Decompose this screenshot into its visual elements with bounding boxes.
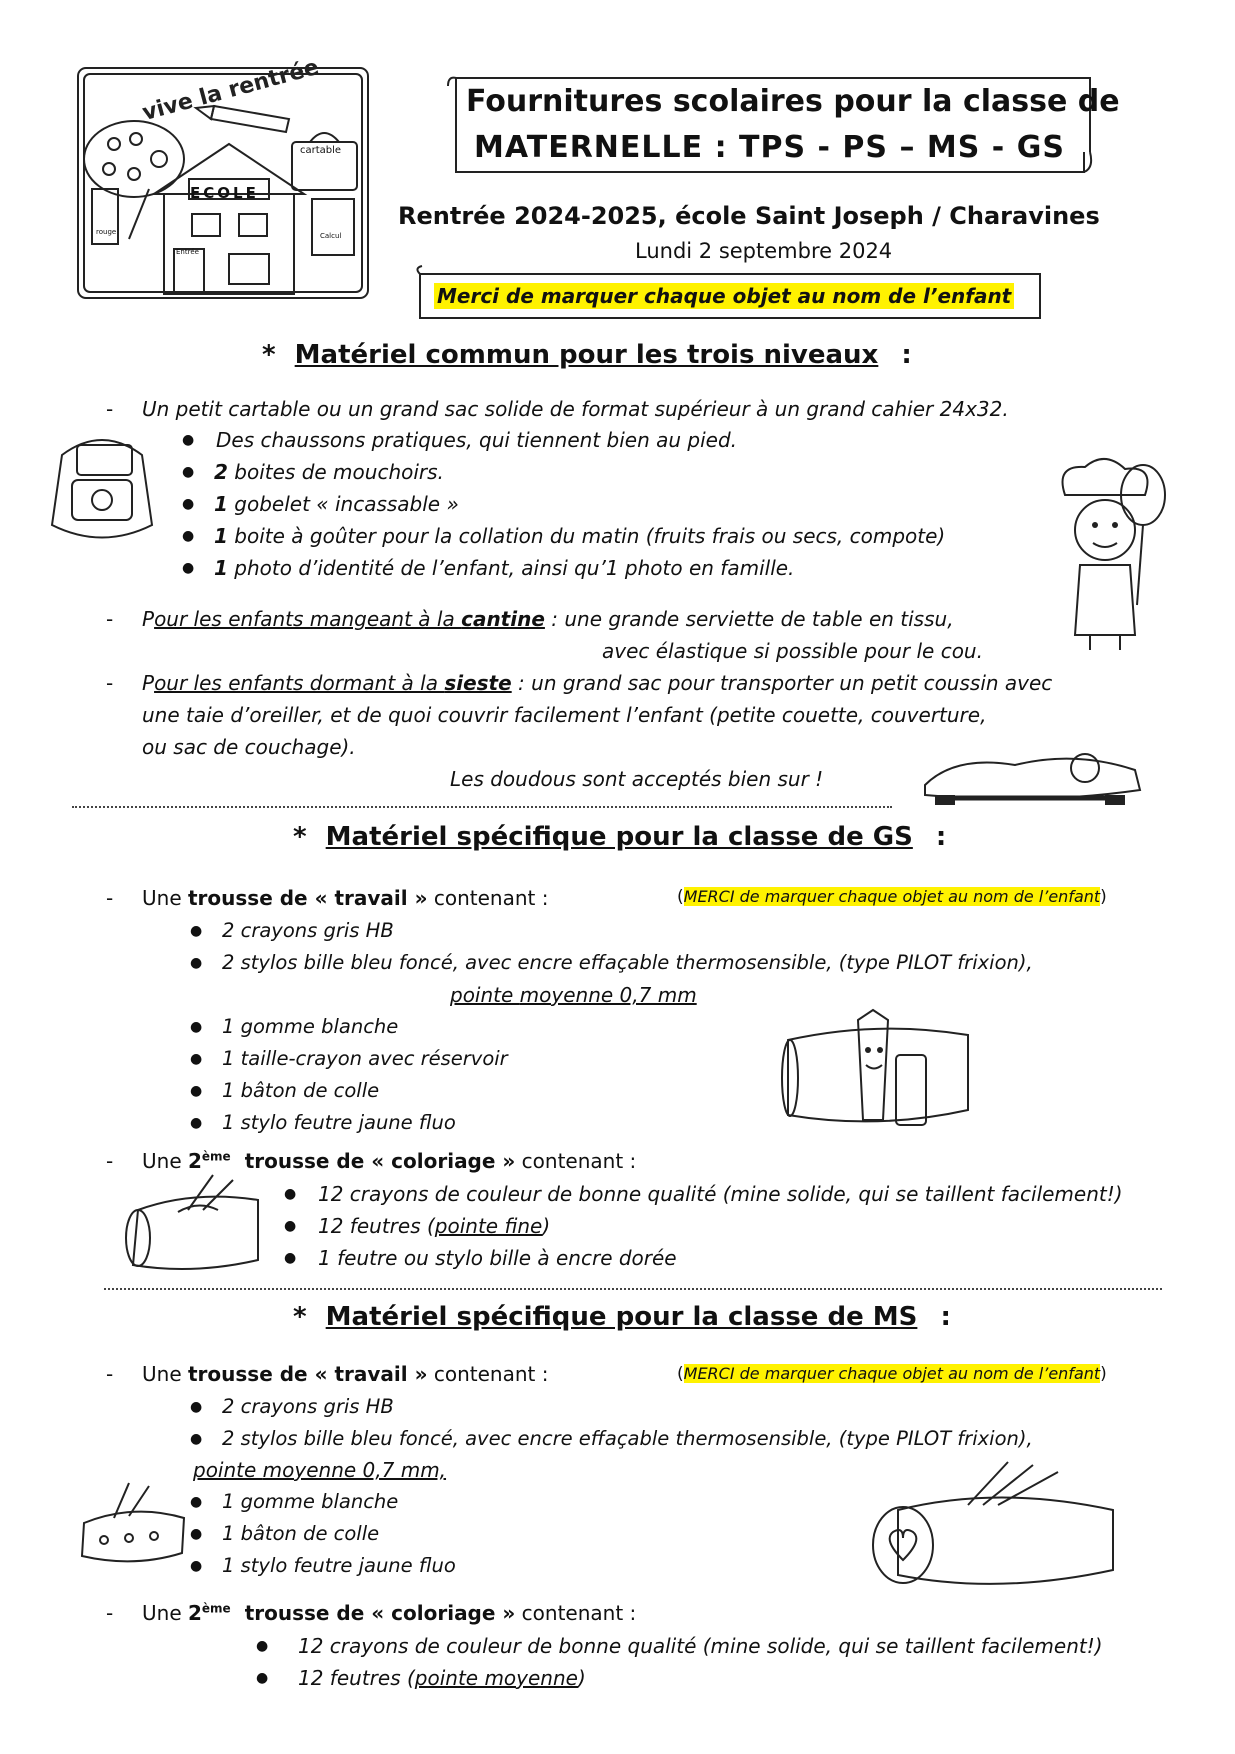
ms-merci-note [677, 1364, 1107, 1384]
page-title-line1: Fournitures scolaires pour la classe de [466, 84, 1120, 119]
sieste-underlined [154, 671, 512, 695]
pointe-word: pointe [193, 1458, 263, 1482]
cantine-line [142, 607, 954, 631]
bullet-icon: ● [190, 1115, 203, 1131]
bullet-icon: ● [190, 1051, 203, 1067]
pencil-case-characters-illustration [778, 1010, 978, 1135]
bullet-icon: ● [190, 1558, 203, 1574]
gs-heading [293, 822, 946, 852]
sieste-line3: ou sac de couchage). [142, 735, 356, 759]
trousse-num: 2 [187, 1149, 202, 1173]
bullet-icon: ● [182, 496, 195, 512]
common-item [214, 460, 444, 484]
item-quantity: 1 [214, 524, 228, 548]
bullet-icon: ● [190, 1494, 203, 1510]
trousse-name: trousse de « coloriage » [244, 1601, 516, 1625]
bullet-icon: ● [190, 955, 203, 971]
bullet-icon: ● [190, 1019, 203, 1035]
cantine-word: cantine [461, 607, 545, 631]
bullet-icon: ● [190, 1431, 203, 1447]
item-text: photo d’identité de l’enfant, ainsi qu’1 photo en famille. [227, 556, 795, 580]
trousse-name: trousse de « travail » [187, 886, 428, 910]
trousse-pre: Une [142, 1149, 188, 1173]
list-item: 1 gomme blanche [222, 1490, 399, 1513]
sleeping-child-illustration [915, 740, 1155, 815]
common-intro: Un petit cartable ou un grand sac solide de format supérieur à un grand cahier 24x32. [142, 397, 1009, 421]
cantine-underlined [154, 607, 545, 631]
pointe-word: pointe [450, 983, 520, 1007]
gs-pointe-line [450, 983, 697, 1007]
trousse-name: trousse de « travail » [187, 1362, 428, 1386]
trousse-name: trousse de « coloriage » [244, 1149, 516, 1173]
trousse-post: contenant : [515, 1149, 637, 1173]
page-subtitle: Rentrée 2024-2025, école Saint Joseph / Charavines [398, 202, 1100, 230]
item-text: 12 crayons de couleur de bonne qualité (mine solide, qui se taillent facilement!) [298, 1634, 1103, 1658]
item-text: 1 feutre ou stylo bille à encre dorée [318, 1246, 677, 1270]
trousse-post: contenant : [515, 1601, 637, 1625]
list-item: 1 stylo feutre jaune fluo [222, 1554, 456, 1577]
common-item [214, 492, 459, 516]
feutres-size: pointe moyenne [414, 1666, 578, 1690]
dash-marker: - [106, 671, 114, 695]
dash-marker: - [106, 1362, 114, 1386]
feutres-size: pointe fine [434, 1214, 543, 1238]
sieste-line [142, 671, 1052, 695]
sieste-word: sieste [444, 671, 512, 695]
gs-trousse1-line [142, 886, 548, 910]
doudous-note: Les doudous sont acceptés bien sur ! [450, 767, 824, 791]
dash-marker: - [106, 886, 114, 910]
merci-text: MERCI de marquer chaque objet au nom de l’enfant [683, 887, 1101, 906]
item-text: boites de mouchoirs. [227, 460, 444, 484]
logo-entree-text: Entrée [176, 248, 199, 256]
sieste-post: : un grand sac pour transporter un petit coussin avec [511, 671, 1053, 695]
common-item [214, 524, 945, 548]
heading-colon: : [940, 1302, 951, 1332]
list-item [298, 1634, 1103, 1658]
ms-trousse1-line [142, 1362, 548, 1386]
list-item: 1 bâton de colle [222, 1079, 380, 1102]
dash-marker: - [106, 1601, 114, 1625]
heading-star: * [262, 340, 276, 370]
sieste-pre: P [142, 671, 155, 695]
list-item: 2 stylos bille bleu foncé, avec encre effaçable thermosensible, (type PILOT frixion), [222, 1427, 1033, 1450]
list-item [318, 1246, 677, 1270]
round-pencil-case-illustration [118, 1170, 268, 1280]
list-item: 2 stylos bille bleu foncé, avec encre effaçable thermosensible, (type PILOT frixion), [222, 951, 1033, 974]
ms-pointe-line [193, 1458, 446, 1482]
common-item [214, 428, 737, 452]
bullet-icon: ● [182, 560, 195, 576]
paren-close: ) [1100, 1364, 1107, 1384]
bullet-icon: ● [182, 464, 195, 480]
common-item [214, 556, 794, 580]
paren-open: ( [677, 1364, 684, 1384]
paren-close: ) [577, 1666, 586, 1690]
heading-text: Matériel spécifique pour la classe de GS [325, 822, 913, 852]
merci-text: MERCI de marquer chaque objet au nom de l’enfant [683, 1364, 1101, 1383]
item-text: gobelet « incassable » [227, 492, 459, 516]
item-text: 12 crayons de couleur de bonne qualité (mine solide, qui se taillent facilement!) [318, 1182, 1123, 1206]
trousse-post: contenant : [427, 1362, 549, 1386]
bullet-icon: ● [284, 1250, 297, 1266]
list-item [318, 1182, 1123, 1206]
cantine-pre: P [142, 607, 155, 631]
logo-calcul-text: Calcul [320, 232, 342, 240]
item-text: boite à goûter pour la collation du matin (fruits frais ou secs, compote) [227, 524, 946, 548]
logo-school-text: ECOLE [190, 184, 259, 202]
section-divider [72, 806, 892, 808]
dash-marker: - [106, 1149, 114, 1173]
backpack-illustration [42, 425, 162, 550]
cantine-line2: avec élastique si possible pour le cou. [602, 639, 983, 663]
bullet-icon: ● [182, 432, 195, 448]
heart-pencil-case-illustration [858, 1460, 1128, 1600]
list-item: 2 crayons gris HB [222, 1395, 394, 1418]
list-item: 1 gomme blanche [222, 1015, 399, 1038]
bullet-icon: ● [190, 1526, 203, 1542]
trousse-post: contenant : [427, 886, 549, 910]
ms-trousse2-line [142, 1601, 636, 1625]
paren-close: ) [1100, 887, 1107, 907]
sieste-line2: une taie d’oreiller, et de quoi couvrir facilement l’enfant (petite couette, couverture, [142, 703, 987, 727]
dotted-pencil-case-illustration [74, 1478, 194, 1563]
bullet-icon: ● [284, 1186, 297, 1202]
heading-star: * [293, 822, 307, 852]
item-quantity: 2 [214, 460, 228, 484]
dash-marker: - [106, 397, 114, 421]
logo-cartable-text: cartable [300, 145, 342, 156]
list-item [318, 1214, 550, 1238]
list-item: 2 crayons gris HB [222, 919, 394, 942]
heading-star: * [293, 1302, 307, 1332]
trousse-pre: Une [142, 1362, 188, 1386]
item-quantity: 1 [214, 492, 228, 516]
item-text: 12 feutres ( [318, 1214, 435, 1238]
list-item: 1 taille-crayon avec réservoir [222, 1047, 508, 1070]
heading-colon: : [901, 340, 912, 370]
bullet-icon: ● [284, 1218, 297, 1234]
chef-illustration [1045, 455, 1165, 650]
list-item [298, 1666, 586, 1690]
trousse-sup: ème [201, 1149, 231, 1164]
paren-close: ) [542, 1214, 551, 1238]
trousse-sup: ème [201, 1601, 231, 1616]
cantine-u1: our les enfants mangeant à la [154, 607, 462, 631]
dash-marker: - [106, 607, 114, 631]
item-text: 12 feutres ( [298, 1666, 415, 1690]
ms-heading [293, 1302, 951, 1332]
item-quantity: 1 [214, 556, 228, 580]
trousse-num: 2 [187, 1601, 202, 1625]
section-divider [104, 1288, 1162, 1290]
bullet-icon: ● [256, 1638, 269, 1654]
bullet-icon: ● [182, 528, 195, 544]
banner-text: Merci de marquer chaque objet au nom de l’enfant [434, 283, 1014, 309]
common-heading [262, 340, 912, 370]
list-item: 1 stylo feutre jaune fluo [222, 1111, 456, 1134]
item-text: Des chaussons pratiques, qui tiennent bien au pied. [216, 428, 738, 452]
pointe-size: moyenne 0,7 mm, [262, 1458, 447, 1482]
logo-title-text: vive la rentrée [139, 54, 322, 127]
heading-text: Matériel spécifique pour la classe de MS [325, 1302, 918, 1332]
gs-merci-note [677, 887, 1107, 907]
logo-rouge-text: rouge [96, 228, 117, 236]
sieste-u1: our les enfants dormant à la [154, 671, 445, 695]
heading-text: Matériel commun pour les trois niveaux [294, 340, 879, 370]
pointe-size: moyenne 0,7 mm [519, 983, 697, 1007]
cantine-post: : une grande serviette de table en tissu, [544, 607, 954, 631]
page-title-line2: MATERNELLE : TPS - PS – MS - GS [474, 130, 1065, 165]
trousse-pre: Une [142, 1601, 188, 1625]
bullet-icon: ● [190, 1399, 203, 1415]
list-item: 1 bâton de colle [222, 1522, 380, 1545]
page-date: Lundi 2 septembre 2024 [635, 239, 893, 263]
bullet-icon: ● [190, 923, 203, 939]
heading-colon: : [935, 822, 947, 852]
bullet-icon: ● [256, 1670, 269, 1686]
paren-open: ( [677, 887, 684, 907]
trousse-pre: Une [142, 886, 188, 910]
bullet-icon: ● [190, 1083, 203, 1099]
